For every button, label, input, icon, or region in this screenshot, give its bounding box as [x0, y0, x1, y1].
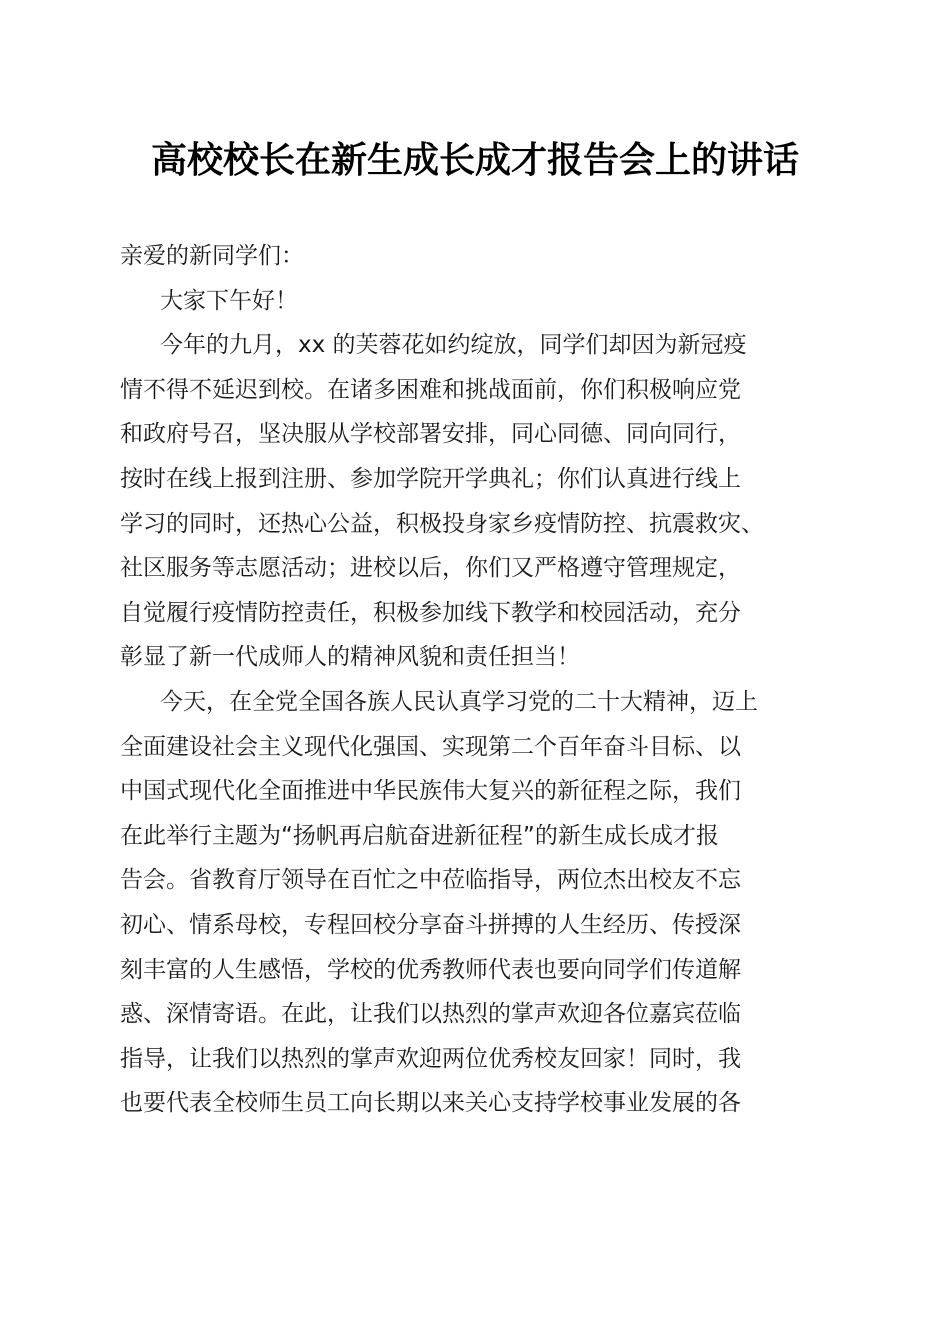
document-body [120, 234, 840, 1126]
text-line: 刻丰富的人生感悟，学校的优秀教师代表也要向同学们传道解 [120, 956, 741, 983]
text-line: 学习的同时，还热心公益，积极投身家乡疫情防控、抗震救灾、 [120, 510, 764, 537]
text-line: 也要代表全校师生员工向长期以来关心支持学校事业发展的各 [120, 1090, 741, 1117]
text-line: 今天，在全党全国各族人民认真学习党的二十大精神，迈上 [160, 688, 758, 715]
text-line: 在此举行主题为“扬帆再启航奋进新征程”的新生成长成才报 [120, 822, 719, 849]
text-line: 今年的九月，xx 的芙蓉花如约绽放，同学们却因为新冠疫 [160, 332, 747, 359]
text-line: 亲爱的新同学们： [120, 243, 304, 269]
text-line: 大家下午好！ [160, 287, 298, 314]
text-line: 情不得不延迟到校。在诸多困难和挑战面前，你们积极响应党 [120, 376, 741, 403]
text-line: 全面建设社会主义现代化强国、实现第二个百年奋斗目标、以 [120, 733, 741, 760]
text-line: 告会。省教育厅领导在百忙之中莅临指导，两位杰出校友不忘 [120, 867, 741, 894]
text-line: 和政府号召，坚决服从学校部署安排，同心同德、同向同行， [120, 421, 741, 448]
text-line: 社区服务等志愿活动；进校以后，你们又严格遵守管理规定， [120, 555, 741, 582]
text-line: 初心、情系母校，专程回校分享奋斗拼搏的人生经历、传授深 [120, 911, 741, 938]
text-line: 指导，让我们以热烈的掌声欢迎两位优秀校友回家！同时，我 [120, 1045, 741, 1072]
text-line: 中国式现代化全面推进中华民族伟大复兴的新征程之际，我们 [120, 778, 741, 805]
text-line: 按时在线上报到注册、参加学院开学典礼；你们认真进行线上 [120, 465, 741, 492]
text-line: 彰显了新一代成师人的精神风貌和责任担当！ [120, 644, 580, 671]
text-line: 惑、深情寄语。在此，让我们以热烈的掌声欢迎各位嘉宾莅临 [120, 1001, 741, 1028]
text-line: 自觉履行疫情防控责任，积极参加线下教学和校园活动，充分 [120, 599, 741, 626]
document-title: 高校校长在新生成长成才报告会上的讲话 [150, 139, 799, 181]
